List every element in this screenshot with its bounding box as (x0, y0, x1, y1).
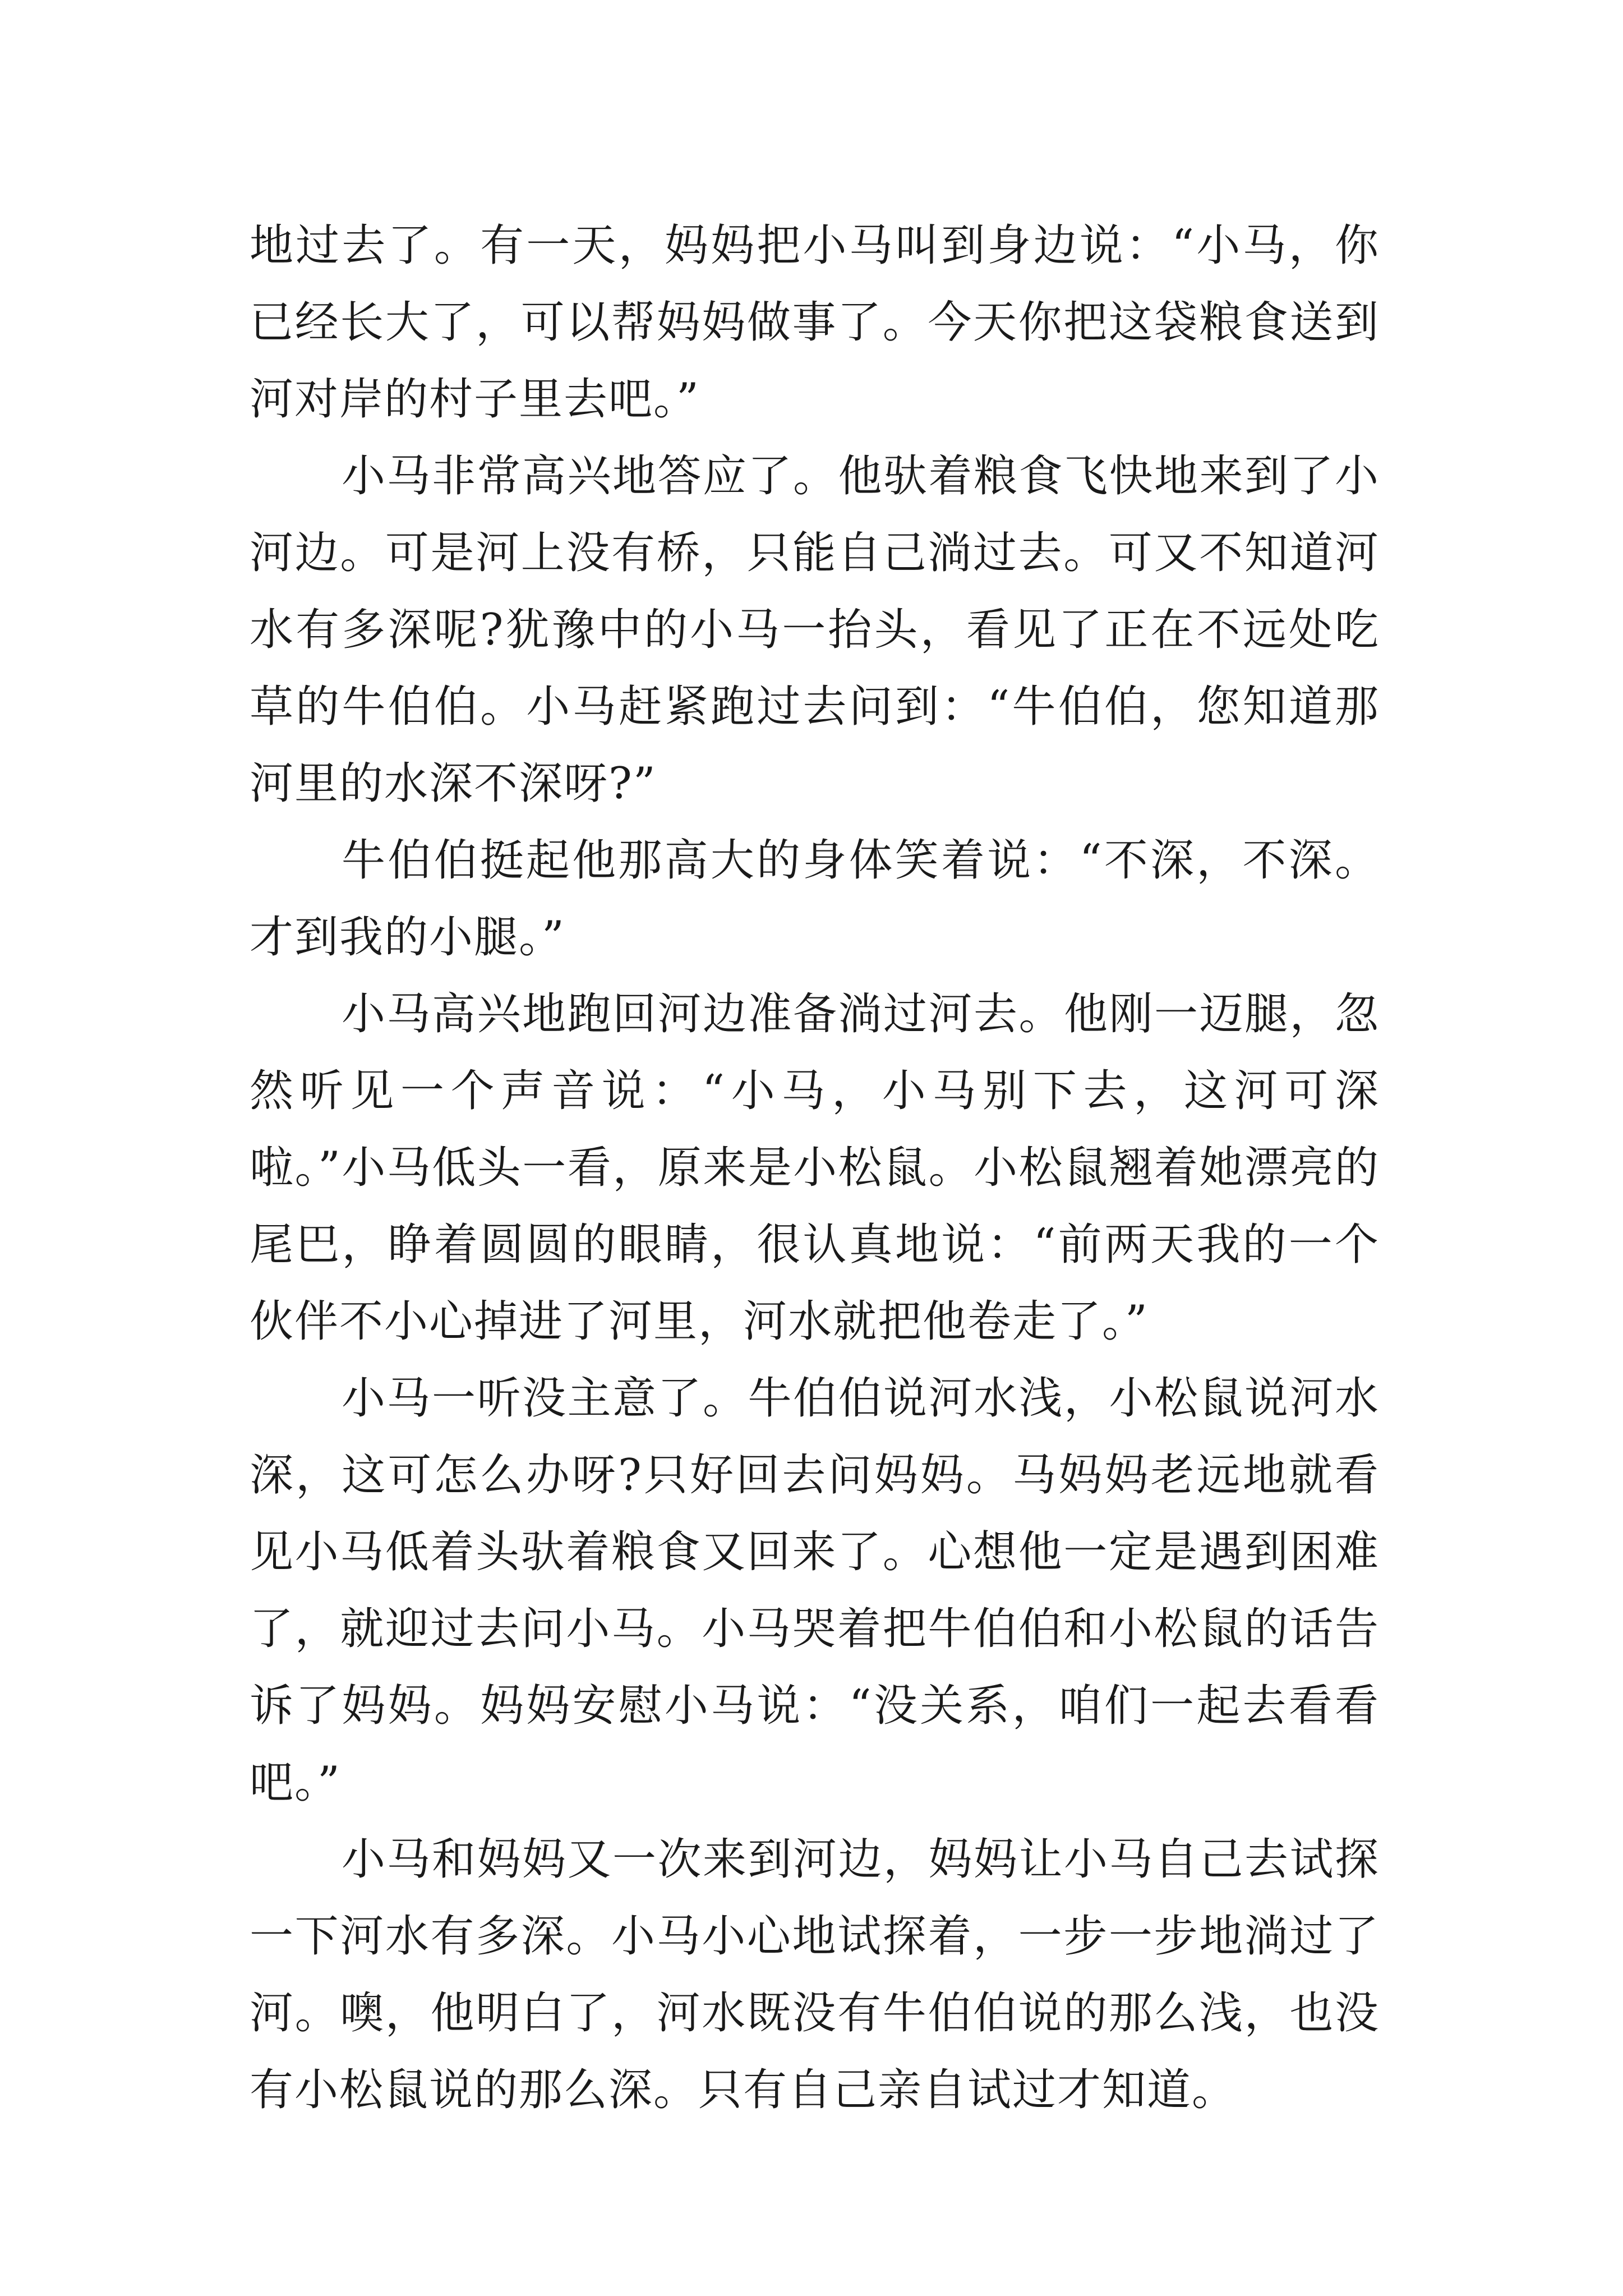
paragraph: 小马高兴地跑回河边准备淌过河去。他刚一迈腿，忽然听见一个声音说：“小马，小马别下去，这河可深啦。”小马低头一看，原来是小松鼠。小松鼠翘着她漂亮的尾巴，睁着圆圆的眼睛，很认真地说：“前两天我的一个伙伴不小心掉进了河里，河水就把他卷走了。” (250, 989, 1380, 1347)
paragraph: 小马和妈妈又一次来到河边，妈妈让小马自己去试探一下河水有多深。小马小心地试探着，一步一步地淌过了河。噢，他明白了，河水既没有牛伯伯说的那么浅，也没有小松鼠说的那么深。只有自己亲自试过才知道。 (250, 1834, 1380, 2115)
paragraph: 牛伯伯挺起他那高大的身体笑着说：“不深，不深。才到我的小腿。” (250, 835, 1380, 963)
document-body (250, 208, 1380, 2129)
paragraph: 小马非常高兴地答应了。他驮着粮食飞快地来到了小河边。可是河上没有桥，只能自己淌过去。可又不知道河水有多深呢?犹豫中的小马一抬头，看见了正在不远处吃草的牛伯伯。小马赶紧跑过去问到：“牛伯伯，您知道那河里的水深不深呀?” (250, 451, 1380, 809)
paragraph: 小马一听没主意了。牛伯伯说河水浅，小松鼠说河水深，这可怎么办呀?只好回去问妈妈。马妈妈老远地就看见小马低着头驮着粮食又回来了。心想他一定是遇到困难了，就迎过去问小马。小马哭着把牛伯伯和小松鼠的话告诉了妈妈。妈妈安慰小马说：“没关系，咱们一起去看看吧。” (250, 1373, 1380, 1808)
paragraph-continued: 地过去了。有一天，妈妈把小马叫到身边说：“小马，你已经长大了，可以帮妈妈做事了。今天你把这袋粮食送到河对岸的村子里去吧。” (250, 220, 1380, 425)
